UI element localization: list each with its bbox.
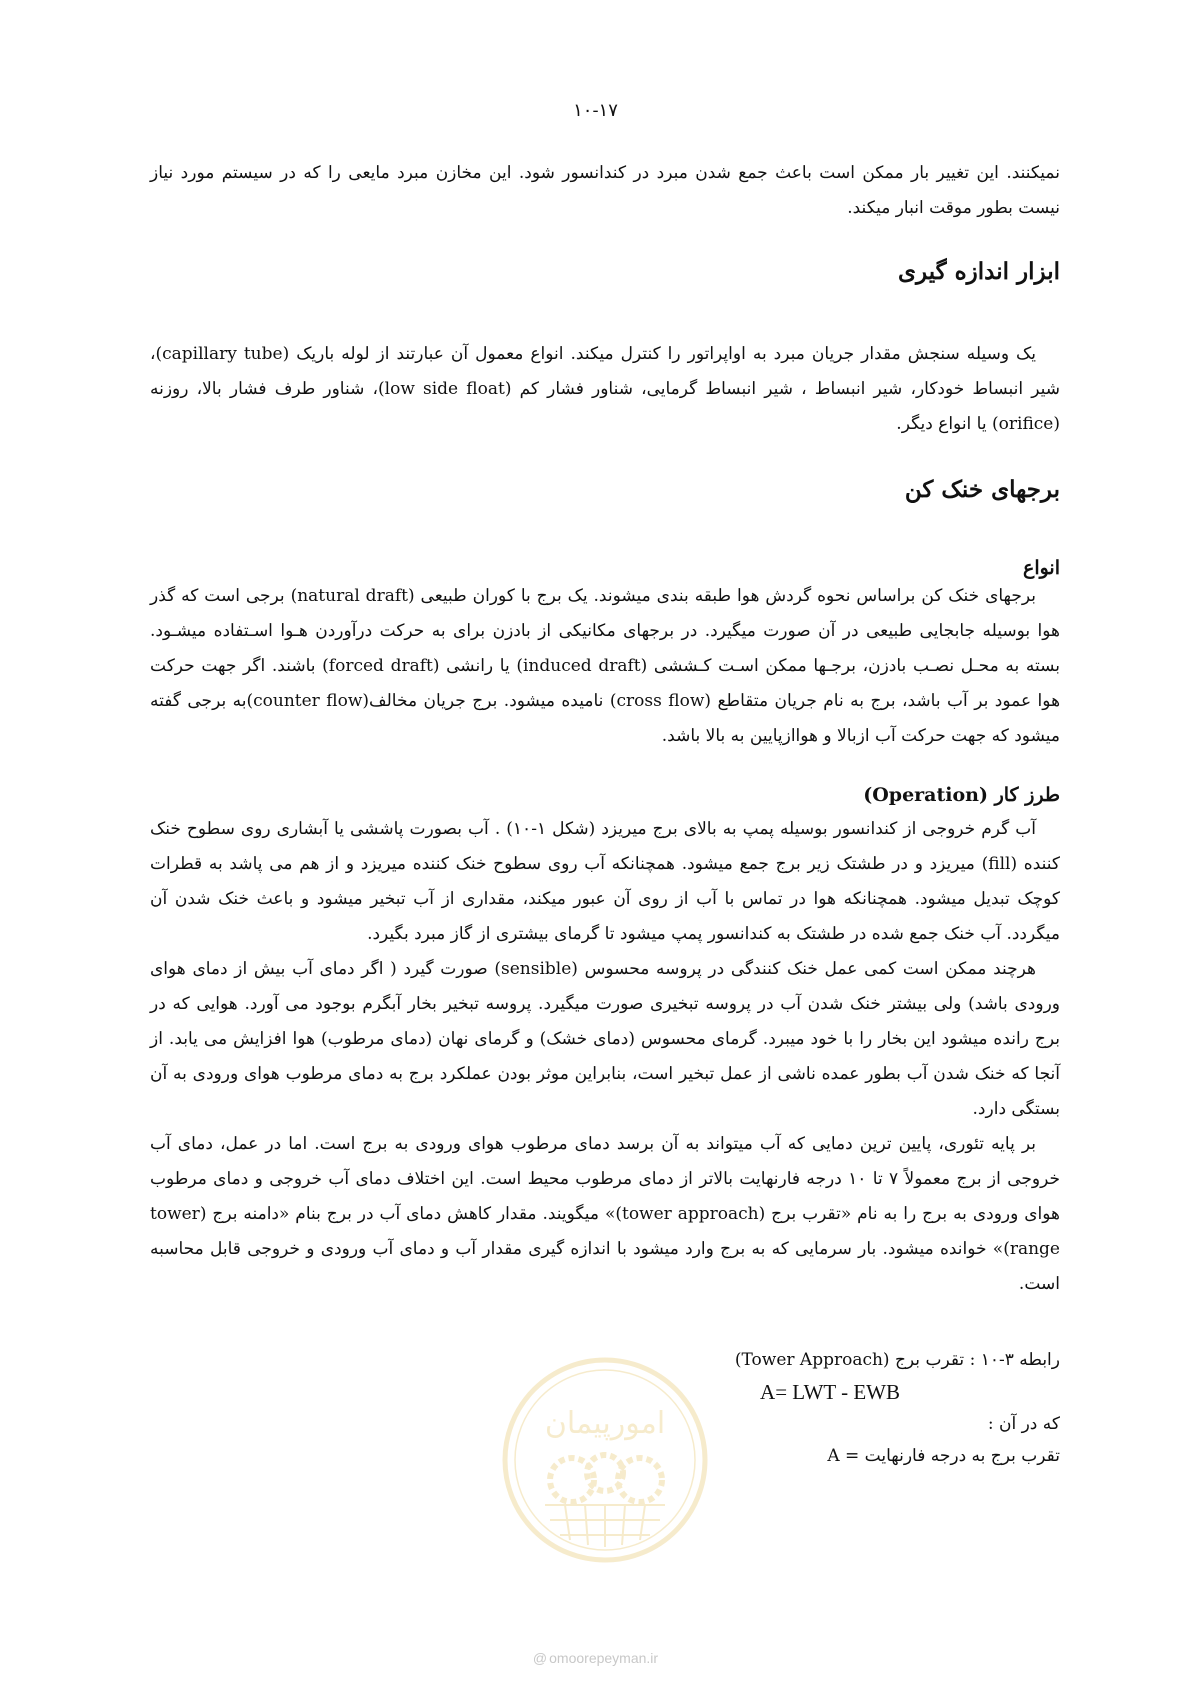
section-heading-instruments: ابزار اندازه گیری: [898, 258, 1060, 285]
page-content: [150, 156, 1060, 1472]
types-paragraph: برجهای خنک کن براساس نحوه گردش هوا طبقه بندی میشوند. یک برج با کوران طبیعی (natural draft) برجی است که گذر هوا بوسیله جابجایی طبیعی در آن صورت میگیرد. در برجهای مکانیکی از بادزن برای به حرکت درآوردن هـوا اسـتفاده میشـود. بسته به محـل نصـب بادزن، برجـها ممکن اسـت کـششی (induced draft) یا رانشی (forced draft) باشند. اگر جهت حرکت هوا عمود بر آب باشد، برج به نام جریان متقاطع (cross flow) نامیده میشود. برج جریان مخالف(counter flow)به برجی گفته میشود که جهت حرکت آب ازبالا و هواازپایین به بالا باشد.: [150, 586, 1061, 746]
at-icon: @: [532, 1650, 548, 1666]
watermark-site-text: omoorepeyman.ir: [549, 1650, 659, 1666]
watermark-site: [0, 1650, 1191, 1666]
formula-where-label: که در آن :: [987, 1414, 1060, 1434]
operation-paragraph-3: بر پایه تئوری، پایین ترین دمایی که آب میتواند به آن برسد دمای مرطوب هوای ورودی به برج است. اما در عمل، دمای آب خروجی از برج معمولاً ۷ تا ۱۰ درجه فارنهایت بالاتر از دمای مرطوب محیط است. این اختلاف دمای آب خروجی و دمای مرطوب هوای ورودی به برج را به نام «تقرب برج (tower approach)» میگویند. مقدار کاهش دمای آب در برج بنام «دامنه برج (tower range)» خوانده میشود. بار سرمایی که به برج وارد میشود با اندازه گیری مقدار آب و دمای آب ورودی و خروجی قابل محاسبه است.: [150, 1134, 1061, 1294]
formula-equation: A= LWT - EWB: [760, 1380, 900, 1404]
intro-paragraph: نمیکنند. این تغییر بار ممکن است باعث جمع شدن مبرد در کندانسور شود. این مخازن مبرد مایعی را که در سیستم مورد نیاز نیست بطور موقت انبار میکند.: [150, 163, 1060, 218]
page-number: ۱۰-۱۷: [573, 100, 618, 121]
instruments-paragraph: یک وسیله سنجش مقدار جریان مبرد به اواپراتور را کنترل میکند. انواع معمول آن عبارتند از لوله باریک (capillary tube)، شیر انبساط خودکار، شیر انبساط ، شیر انبساط گرمایی، شناور فشار کم (low side float)، شناور طرف فشار بالا، روزنه (orifice) یا انواع دیگر.: [150, 344, 1060, 434]
operation-paragraph-1: آب گرم خروجی از کندانسور بوسیله پمپ به بالای برج میریزد (شکل ۱-۱۰) . آب بصورت پاششی یا آبشاری روی سطوح خنک کننده (fill) میریزد و در طشتک زیر برج جمع میشود. همچنانکه آب روی سطوح خنک کننده میریزد و از هم می پاشد به قطرات کوچک تبدیل میشود. همچنانکه هوا در تماس با آب از روی آن عبور میکند، مقداری از آب تبخیر میشود و باعث خنک شدن آن میگردد. آب خنک جمع شده در طشتک به کندانسور پمپ میشود تا گرمای بیشتری از گاز مبرد بگیرد.: [150, 819, 1060, 944]
operation-paragraph-2: هرچند ممکن است کمی عمل خنک کنندگی در پروسه محسوس (sensible) صورت گیرد ( اگر دمای آب بیش از دمای هوای ورودی باشد) ولی بیشتر خنک شدن آب در پروسه تبخیری صورت میگیرد. پروسه تبخیر بخار آبگرم بوجود می آورد. هوایی که در برج رانده میشود این بخار را با خود میبرد. گرمای محسوس (دمای خشک) و گرمای نهان (دمای مرطوب) هوا افزایش می یابد. از آنجا که خنک شدن آب بطور عمده ناشی از عمل تبخیر است، بنابراین موثر بودن عملکرد برج به دمای مرطوب هوای ورودی به آن بستگی دارد.: [150, 959, 1060, 1119]
section-heading-cooling-towers: برجهای خنک کن: [904, 476, 1060, 503]
formula-caption: رابطه ۳-۱۰ : تقرب برج (Tower Approach): [734, 1350, 1060, 1370]
watermark-logo-text: امورپیمان: [544, 1406, 666, 1441]
subheading-operation: طرز کار (Operation): [863, 784, 1060, 806]
formula-definition: تقرب برج به درجه فارنهایت = A: [827, 1446, 1060, 1466]
subheading-types: انواع: [1023, 557, 1060, 579]
watermark-logo-icon: [500, 1355, 710, 1565]
